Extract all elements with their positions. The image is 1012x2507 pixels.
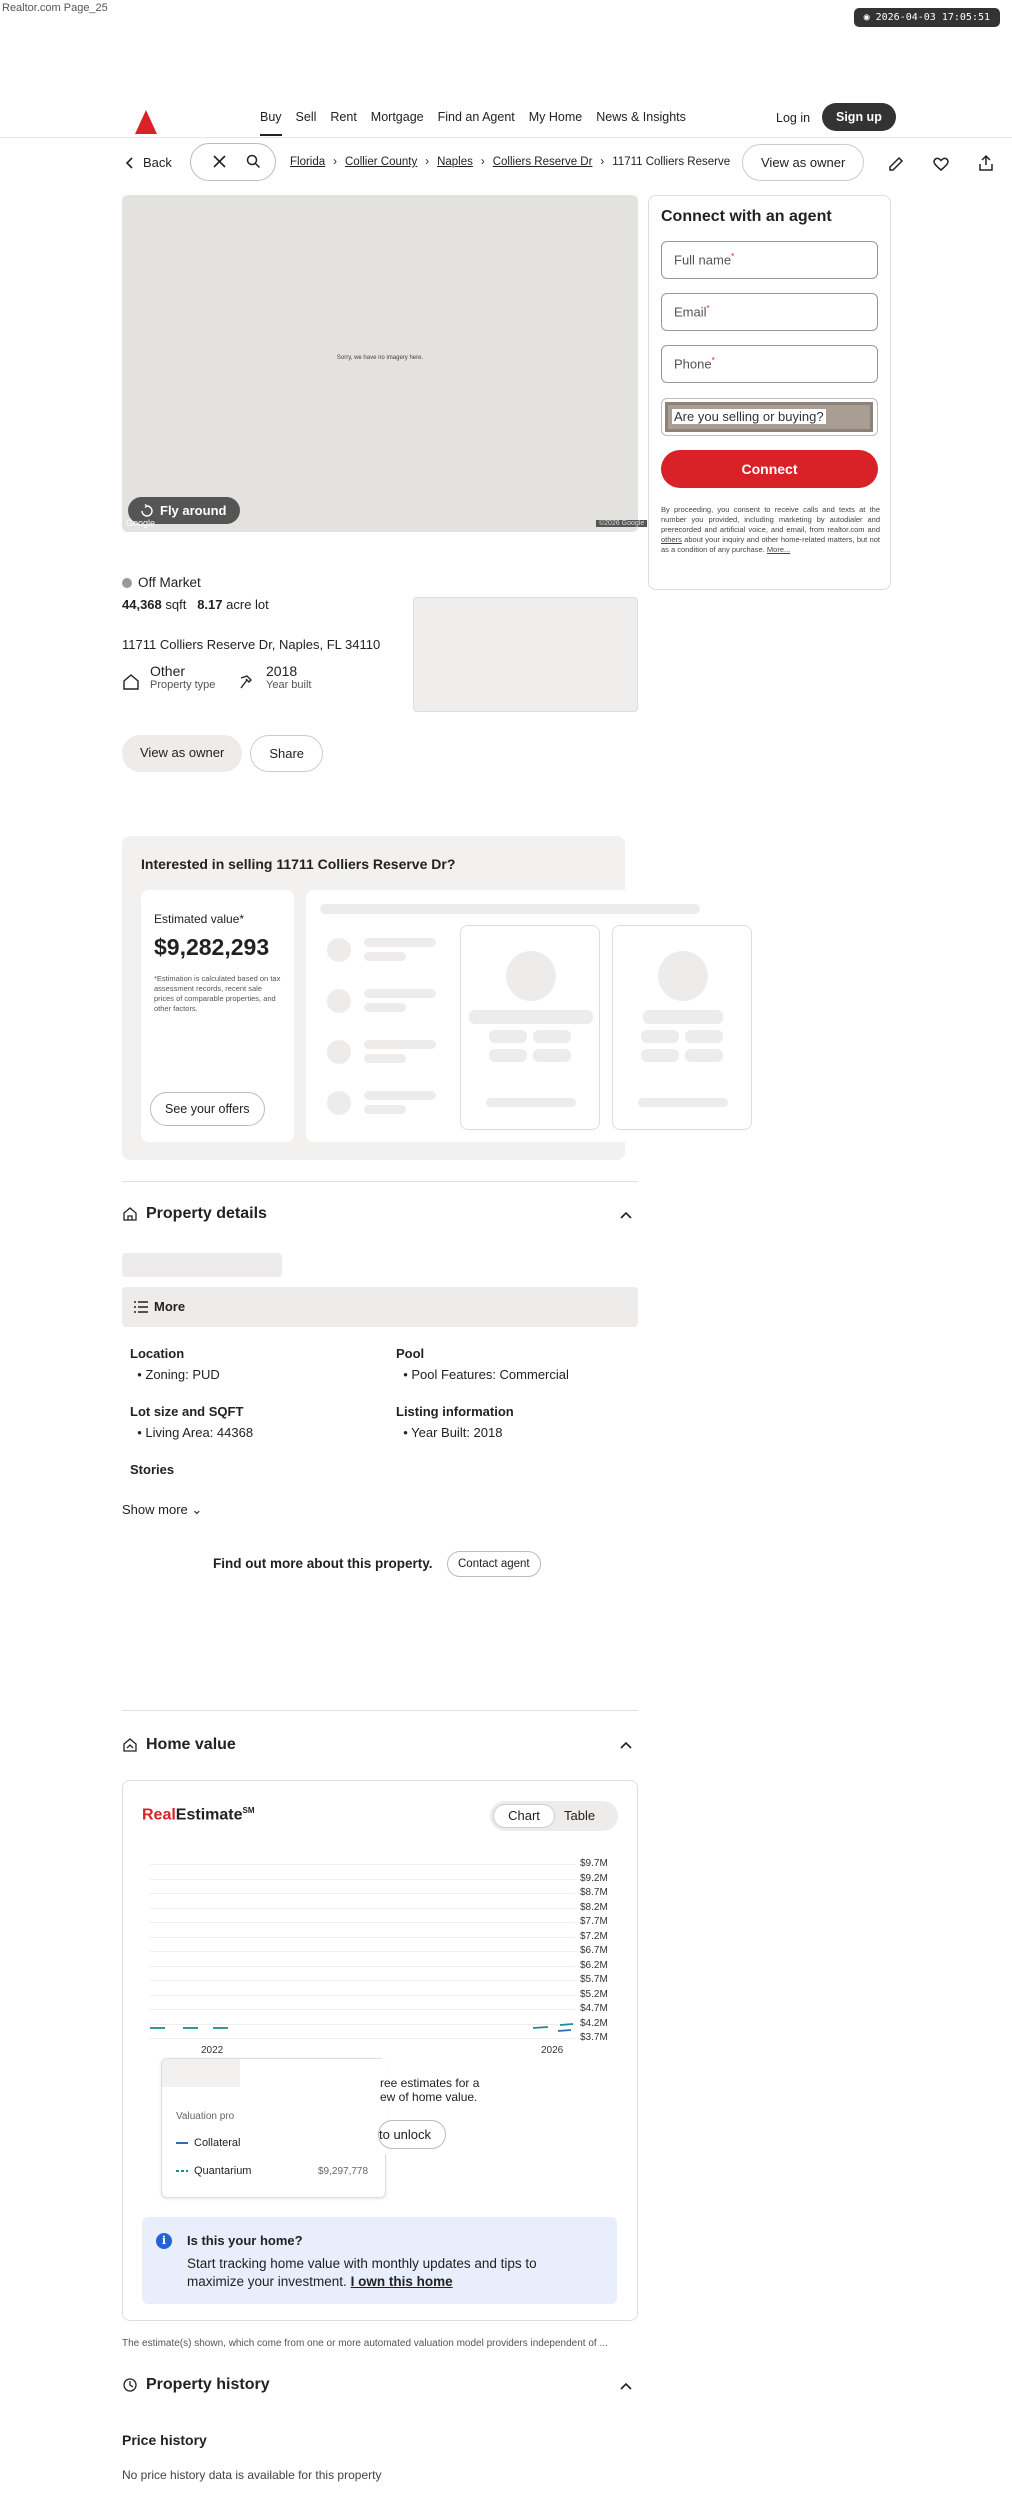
skeleton-bar xyxy=(641,1030,679,1043)
skeleton-bar xyxy=(643,1010,723,1024)
selling-buying-select[interactable] xyxy=(661,398,878,436)
detail-group-pool xyxy=(396,1346,569,1382)
property-type-value: Other xyxy=(150,663,186,679)
skeleton-bar xyxy=(685,1049,723,1062)
chevron-down-icon: ⌄ xyxy=(191,1502,203,1517)
detail-item: • Pool Features: Commercial xyxy=(396,1367,569,1382)
email-placeholder: Email xyxy=(674,304,707,320)
share-icon[interactable] xyxy=(975,152,997,174)
detail-item: • Year Built: 2018 xyxy=(396,1425,503,1440)
breadcrumb-street[interactable]: Colliers Reserve Dr xyxy=(492,156,593,168)
y-tick-label: $7.2M xyxy=(580,1930,608,1942)
consent-part-1: By proceeding, you consent to receive calls and texts at the number you provided, including marketing by autodialer and prerecorded and artificial voice, and email, from realtor.com and xyxy=(661,505,880,534)
estimate-text: Estimate xyxy=(175,1806,243,1824)
detail-title: Stories xyxy=(130,1462,175,1477)
signup-button[interactable]: Sign up xyxy=(822,103,896,131)
nav-news[interactable]: News & Insights xyxy=(596,110,686,124)
is-your-home-desc xyxy=(187,2255,587,2291)
series-line-segment xyxy=(558,2030,571,2031)
is-your-home-title: Is this your home? xyxy=(187,2233,303,2248)
nav-my-home[interactable]: My Home xyxy=(528,110,583,124)
year-built xyxy=(238,663,311,691)
selling-title: Interested in selling 11711 Colliers Reserve Dr? xyxy=(141,856,456,872)
x-tick-label: 2026 xyxy=(541,2045,564,2056)
y-tick-label: $8.2M xyxy=(580,1901,608,1913)
y-tick-label: $4.7M xyxy=(580,2003,608,2014)
divider xyxy=(122,1710,638,1711)
more-label: More xyxy=(154,1299,186,1314)
skeleton-bar xyxy=(364,1003,406,1012)
detail-group-listing-info xyxy=(396,1404,514,1440)
no-price-history-text: No price history data is available for this property xyxy=(122,2468,382,2482)
find-out-more-text: Find out more about this property. xyxy=(213,1556,433,1571)
skeleton-circle xyxy=(327,1091,351,1115)
detail-title: Pool xyxy=(396,1346,425,1361)
detail-title: Lot size and SQFT xyxy=(130,1404,244,1419)
required-mark: * xyxy=(706,304,710,313)
skeleton-bar xyxy=(122,1253,282,1277)
breadcrumb xyxy=(290,156,730,168)
no-imagery-message: Sorry, we have no imagery here. xyxy=(336,355,424,361)
nav-sell[interactable]: Sell xyxy=(295,110,317,124)
view-as-owner-button[interactable]: View as owner xyxy=(742,144,864,181)
property-map-image[interactable] xyxy=(122,195,638,532)
history-icon xyxy=(122,2377,138,2393)
sm-mark: SM xyxy=(242,1806,255,1815)
search-pill[interactable] xyxy=(190,143,276,181)
breadcrumb-current: 11711 Colliers Reserve xyxy=(612,156,731,168)
rotate-icon xyxy=(140,504,154,518)
skeleton-bar xyxy=(364,952,406,961)
legend-collateral xyxy=(176,2137,240,2149)
series-line-segment xyxy=(560,2024,573,2025)
home-icon xyxy=(122,673,140,691)
breadcrumb-naples[interactable]: Naples xyxy=(437,156,473,168)
sqft-value: 44,368 xyxy=(122,597,162,612)
x-tick-label: 2022 xyxy=(201,2045,224,2056)
property-address: 11711 Colliers Reserve Dr, Naples, FL 34110 xyxy=(122,637,381,652)
detail-group-stories xyxy=(130,1462,174,1477)
realtor-logo[interactable] xyxy=(135,110,157,134)
chevron-up-icon[interactable] xyxy=(620,1211,632,1221)
google-logo: Google xyxy=(126,518,156,528)
price-history-title: Price history xyxy=(122,2432,207,2448)
detail-item: • Zoning: PUD xyxy=(130,1367,220,1382)
listing-status xyxy=(122,575,201,590)
skeleton-bar xyxy=(364,1105,406,1114)
skeleton-bar xyxy=(489,1030,527,1043)
close-icon[interactable] xyxy=(213,155,226,168)
home-value-header[interactable] xyxy=(122,1736,236,1754)
fly-around-label: Fly around xyxy=(160,503,227,518)
skeleton-bar xyxy=(364,989,436,998)
popup-header xyxy=(162,2059,240,2087)
skeleton-bar xyxy=(641,1049,679,1062)
connect-agent-form xyxy=(648,195,891,590)
edit-icon[interactable] xyxy=(885,153,907,175)
hammer-icon xyxy=(238,673,256,691)
home-details-icon xyxy=(122,1206,138,1222)
view-as-owner-button-2[interactable]: View as owner xyxy=(122,735,242,772)
property-details-header[interactable] xyxy=(122,1205,267,1223)
detail-title: Listing information xyxy=(396,1404,514,1419)
is-your-home-desc-text: Start tracking home value with monthly updates and tips to maximize your investment. xyxy=(187,2256,537,2289)
required-mark: * xyxy=(731,252,735,261)
chevron-up-icon[interactable] xyxy=(620,1741,632,1751)
legend-collateral-name: Collateral xyxy=(194,2137,241,2149)
estimation-note: *Estimation is calculated based on tax assessment records, recent sale prices of comparable properties, and other factors. xyxy=(154,974,281,1013)
valuation-label: Valuation pro xyxy=(176,2111,235,2122)
unlock-button[interactable]: to unlock xyxy=(378,2120,446,2149)
sqft-unit: sqft xyxy=(165,597,187,612)
back-button[interactable] xyxy=(125,155,172,170)
y-tick-label: $6.7M xyxy=(580,1945,608,1956)
share-button[interactable]: Share xyxy=(250,735,323,772)
show-more-button[interactable] xyxy=(122,1502,202,1518)
legend-quantarium xyxy=(176,2165,251,2177)
contact-agent-button[interactable]: Contact agent xyxy=(447,1551,541,1577)
unlock-text-line-2: ew of home value. xyxy=(380,2090,478,2104)
detail-item-text: Living Area: 44368 xyxy=(145,1425,254,1440)
detail-group-lot-size xyxy=(130,1404,253,1440)
home-value-title: Home value xyxy=(146,1736,236,1753)
form-title: Connect with an agent xyxy=(661,208,832,225)
y-tick-label: $5.2M xyxy=(580,1988,608,2000)
more-link[interactable]: More... xyxy=(766,545,791,554)
legend-quantarium-name: Quantarium xyxy=(194,2165,252,2177)
show-more-label: Show more xyxy=(122,1502,188,1517)
chevron-right-icon: › xyxy=(333,156,337,168)
chevron-right-icon: › xyxy=(600,156,605,168)
email-field[interactable] xyxy=(661,293,878,331)
year-built-value: 2018 xyxy=(266,663,298,679)
chart-series-svg xyxy=(123,1781,639,2081)
status-text: Off Market xyxy=(138,575,201,590)
detail-item-text: Year Built: 2018 xyxy=(411,1425,503,1440)
detail-item: • Living Area: 44368 xyxy=(130,1425,254,1440)
connect-button[interactable]: Connect xyxy=(661,450,878,488)
browser-tab-title: Realtor.com Page_25 xyxy=(2,2,108,14)
estimated-value-card xyxy=(141,890,294,1142)
phone-field[interactable] xyxy=(661,345,878,383)
skeleton-bar xyxy=(469,1010,593,1024)
breadcrumb-florida[interactable]: Florida xyxy=(290,156,326,168)
phone-placeholder: Phone xyxy=(674,356,712,372)
y-tick-label: $8.7M xyxy=(580,1887,608,1898)
skeleton-bar xyxy=(364,1054,406,1063)
own-home-link[interactable]: I own this home xyxy=(350,2274,453,2289)
lot-value: 8.17 xyxy=(197,597,223,612)
offers-loading-panel xyxy=(306,890,763,1142)
is-your-home-box xyxy=(142,2217,617,2304)
property-type xyxy=(122,663,215,691)
estimated-value-label: Estimated value* xyxy=(154,912,245,926)
detail-title: Location xyxy=(130,1346,185,1361)
y-tick-label: $9.7M xyxy=(580,1858,608,1869)
year-built-label: Year built xyxy=(266,679,312,691)
full-name-field[interactable] xyxy=(661,241,878,279)
series-line-segment xyxy=(533,2027,548,2028)
unlock-text-partial xyxy=(380,2076,479,2104)
y-tick-label: $4.2M xyxy=(580,2017,608,2029)
map-thumbnail[interactable] xyxy=(413,597,638,712)
required-mark: * xyxy=(711,356,715,365)
divider xyxy=(122,1181,638,1182)
quantarium-value: $9,297,778 xyxy=(318,2166,369,2177)
property-history-header[interactable] xyxy=(122,2376,270,2394)
y-tick-label: $3.7M xyxy=(580,2032,608,2043)
consent-text xyxy=(661,505,880,555)
skeleton-bar xyxy=(486,1098,576,1107)
info-icon: i xyxy=(156,2233,172,2249)
chevron-left-icon xyxy=(125,157,135,169)
chevron-up-icon[interactable] xyxy=(620,2382,632,2392)
timestamp-text: 2026-04-03 17:05:51 xyxy=(875,12,990,23)
y-tick-label: $9.2M xyxy=(580,1872,608,1884)
y-tick-label: $6.2M xyxy=(580,1959,608,1971)
skeleton-circle xyxy=(506,951,556,1001)
login-link[interactable]: Log in xyxy=(776,111,811,125)
skeleton-circle xyxy=(327,1040,351,1064)
list-icon xyxy=(133,1300,149,1314)
skeleton-bar xyxy=(533,1030,571,1043)
estimate-disclaimer: The estimate(s) shown, which come from one or more automated valuation model providers independent of ... xyxy=(122,2338,608,2349)
nav-mortgage[interactable]: Mortgage xyxy=(370,110,424,124)
skeleton-card xyxy=(612,925,752,1130)
full-name-placeholder: Full name xyxy=(674,252,732,268)
skeleton-bar xyxy=(489,1049,527,1062)
tab-table[interactable]: Table xyxy=(564,1808,596,1823)
property-type-label: Property type xyxy=(150,679,216,691)
search-icon[interactable] xyxy=(246,154,261,169)
nav-rent[interactable]: Rent xyxy=(330,110,357,124)
skeleton-circle xyxy=(658,951,708,1001)
legend-line-solid xyxy=(176,2141,188,2145)
detail-item-text: Pool Features: Commercial xyxy=(411,1367,569,1382)
popup-overlay xyxy=(240,2059,387,2154)
select-label: Are you selling or buying? xyxy=(674,409,824,424)
skeleton-bar xyxy=(320,904,700,914)
timestamp-badge: ◉ 2026-04-03 17:05:51 xyxy=(854,8,1000,27)
tab-chart[interactable]: Chart xyxy=(493,1804,555,1828)
skeleton-bar xyxy=(638,1098,728,1107)
skeleton-bar xyxy=(364,938,436,947)
skeleton-bar xyxy=(533,1049,571,1062)
legend-line-dashed xyxy=(176,2169,188,2173)
y-tick-label: $7.7M xyxy=(580,1916,608,1927)
skeleton-circle xyxy=(327,989,351,1013)
chevron-right-icon: › xyxy=(480,156,485,168)
detail-item-text: Zoning: PUD xyxy=(145,1367,220,1382)
estimated-value: $9,282,293 xyxy=(154,934,270,960)
breadcrumb-collier-county[interactable]: Collier County xyxy=(345,156,418,168)
heart-icon[interactable] xyxy=(930,153,952,175)
skeleton-card xyxy=(460,925,600,1130)
y-tick-label: $5.7M xyxy=(580,1974,608,1985)
chevron-right-icon: › xyxy=(425,156,430,168)
map-attribution: ©2026 Google xyxy=(596,520,647,527)
detail-group-location xyxy=(130,1346,220,1382)
listing-actions xyxy=(122,735,323,772)
others-link[interactable]: others xyxy=(661,535,682,544)
nav-buy[interactable]: Buy xyxy=(260,110,282,136)
property-details-title: Property details xyxy=(146,1205,267,1222)
see-offers-button[interactable]: See your offers xyxy=(150,1092,265,1126)
property-history-title: Property history xyxy=(146,2376,270,2393)
consent-part-2: about your inquiry and other home-related matters, but not as a condition of any purchase. xyxy=(661,535,880,554)
status-dot xyxy=(122,578,132,588)
size-summary xyxy=(122,597,269,612)
lot-unit: acre lot xyxy=(226,597,269,612)
back-label: Back xyxy=(143,155,172,170)
real-text: Real xyxy=(142,1806,176,1824)
skeleton-bar xyxy=(364,1091,436,1100)
nav-find-agent[interactable]: Find an Agent xyxy=(437,110,515,124)
skeleton-bar xyxy=(364,1040,436,1049)
unlock-text-line-1: ree estimates for a xyxy=(380,2076,480,2090)
valuation-providers-popup xyxy=(161,2058,386,2198)
more-section-bar[interactable] xyxy=(122,1287,638,1327)
skeleton-circle xyxy=(327,938,351,962)
skeleton-bar xyxy=(685,1030,723,1043)
nav-links xyxy=(260,110,686,136)
home-value-icon xyxy=(122,1737,138,1753)
